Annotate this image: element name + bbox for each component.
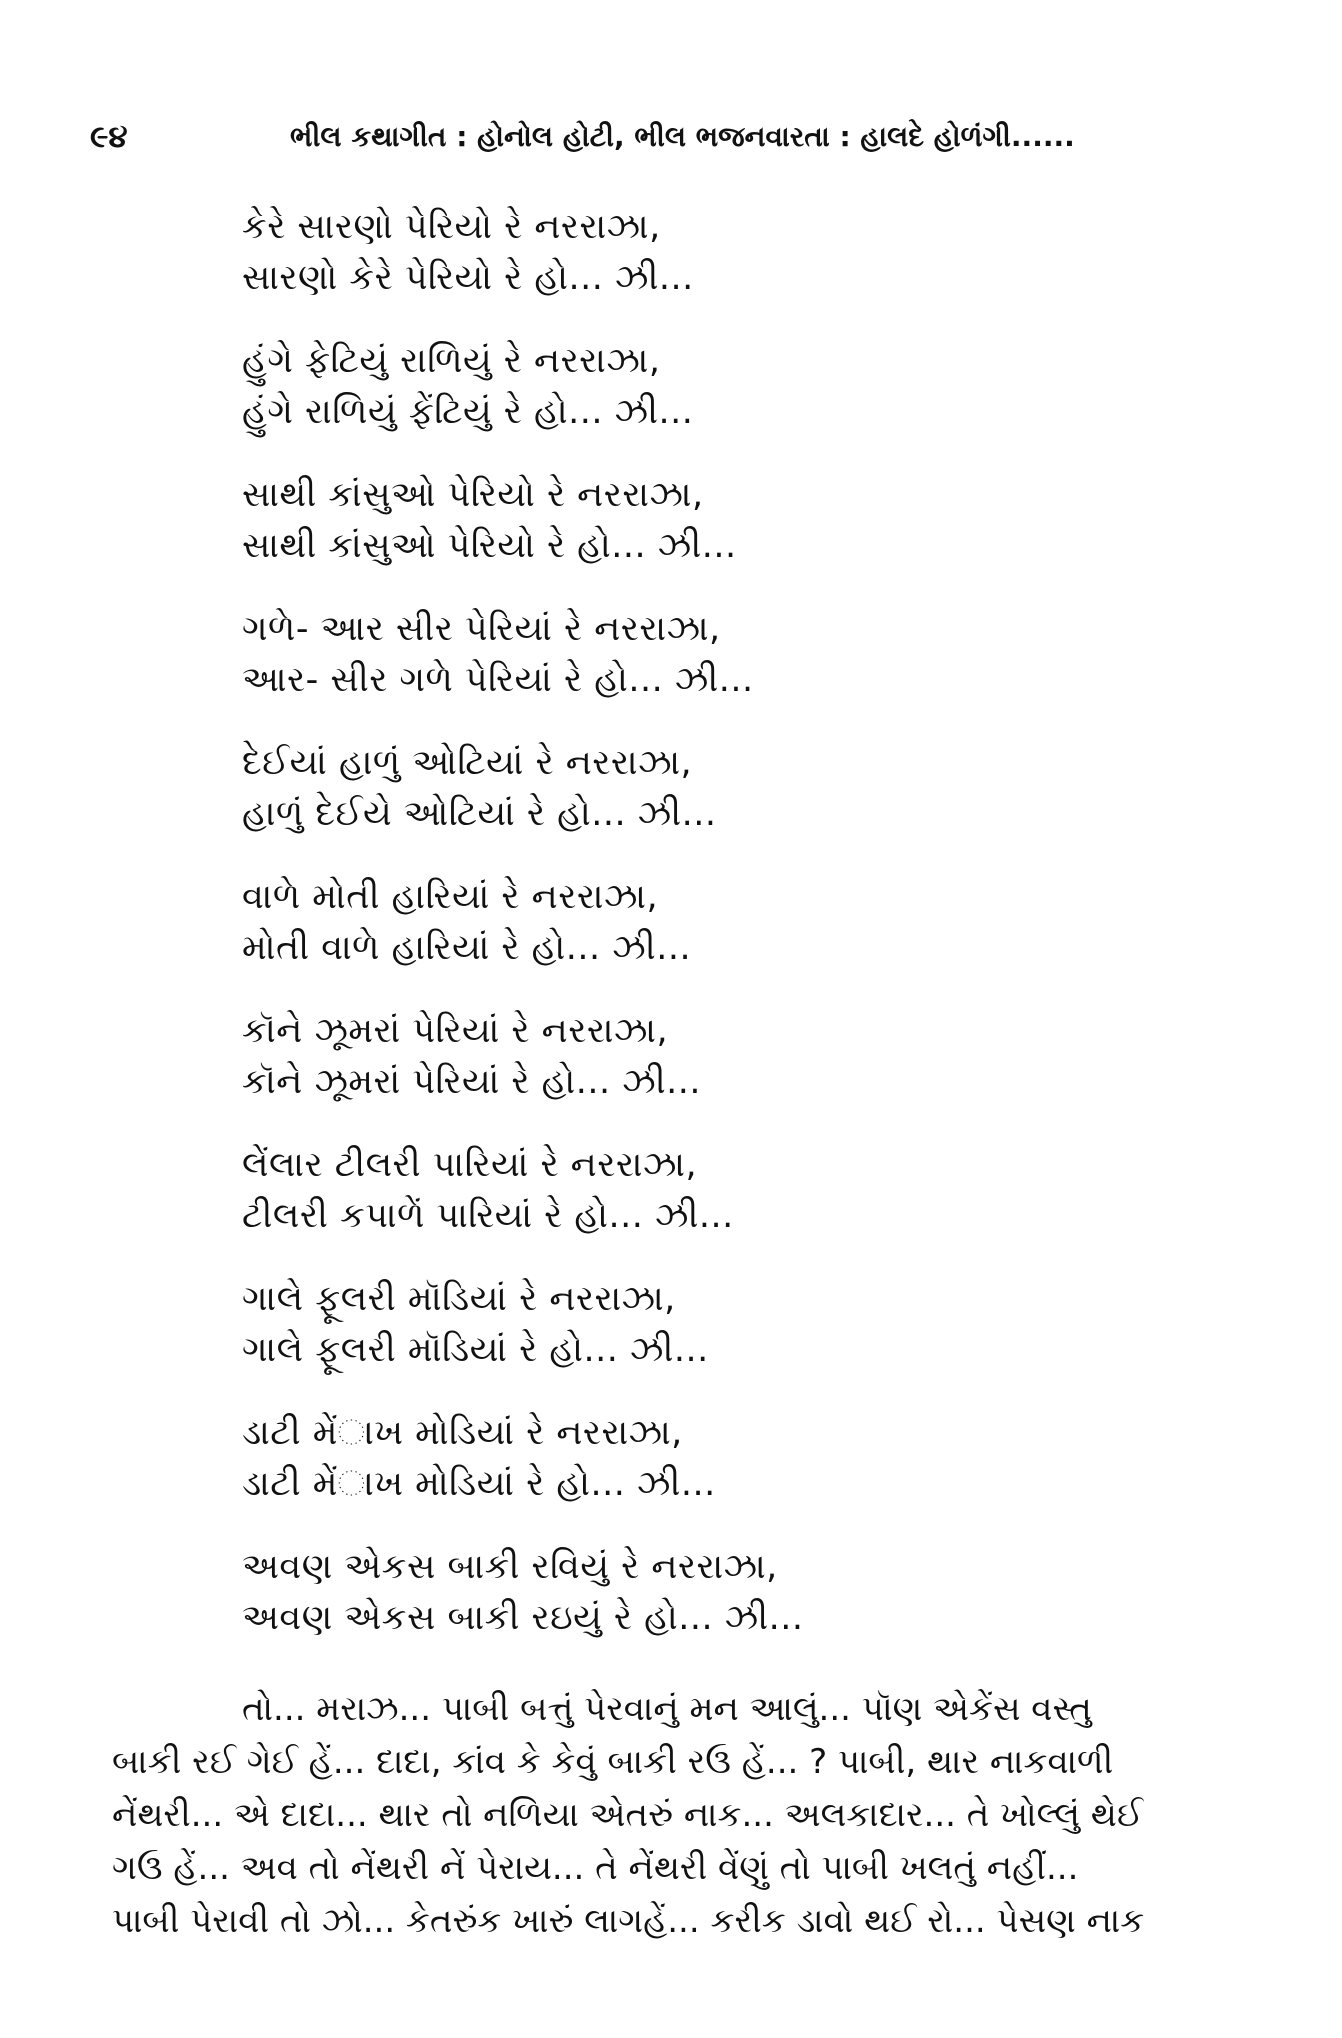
prose-line: બાકી રઈ ગેઈ હેં... દાદા, કાંવ કે કેવું બાકી રઉ હેં... ? પાબી, થાર નાકવાળી xyxy=(112,1742,1114,1782)
stanza-9 xyxy=(242,1274,1242,1376)
stanza-10 xyxy=(242,1408,1242,1510)
verse-line: ગળે- આર સીર પેરિયાં રે નરરાઝા, xyxy=(242,609,721,649)
verse-line: ગાલે ફૂલરી મૉડિયાં રે નરરાઝા, xyxy=(242,1279,676,1319)
verse-line: અવણ એકસ બાકી રવિયું રે નરરાઝા, xyxy=(242,1547,778,1587)
verse-line: ડાટી મેંાખ મોડિયાં રે નરરાઝા, xyxy=(242,1413,683,1453)
stanza-4 xyxy=(242,604,1242,706)
verse-line: દેઈયાં હાળું ઓટિયાં રે નરરાઝા, xyxy=(242,743,693,783)
verse-line: કૉને ઝૂમરાં પેરિયાં રે નરરાઝા, xyxy=(242,1011,669,1051)
verse-line: ડાટી મેંાખ મોડિયાં રે હો... ઝી... xyxy=(242,1464,716,1504)
page-number: ૯૪ xyxy=(90,119,128,155)
stanza-3 xyxy=(242,470,1242,572)
verse-line: હુંગે રાળિયું ફેંટિયું રે હો... ઝી... xyxy=(242,392,694,432)
verse-line: વાળે મોતી હારિયાં રે નરરાઝા, xyxy=(242,877,659,917)
prose-paragraph xyxy=(112,1683,1262,1948)
verse-line: હુંગે ફેટિયું રાળિયું રે નરરાઝા, xyxy=(242,341,661,381)
verse-line: લેંલાર ટીલરી પારિયાં રે નરરાઝા, xyxy=(242,1145,698,1185)
verse-line: કેરે સારણો પેરિયો રે નરરાઝા, xyxy=(242,207,661,247)
stanza-8 xyxy=(242,1140,1242,1242)
page-header xyxy=(90,112,1250,162)
song-verses xyxy=(242,202,1242,1676)
stanza-11 xyxy=(242,1542,1242,1644)
verse-line: ટીલરી કપાળેં પારિયાં રે હો... ઝી... xyxy=(242,1196,734,1236)
running-title: ભીલ કથાગીત : હોનોલ હોટી, ભીલ ભજનવારતા : હાલદે હોળંગી...... xyxy=(290,120,1075,153)
verse-line: અવણ એકસ બાકી રઇયું રે હો... ઝી... xyxy=(242,1598,804,1638)
verse-line: મોતી વાળે હારિયાં રે હો... ઝી... xyxy=(242,928,692,968)
prose-line: તો... મરાઝ... પાબી બત્તું પેરવાનું મન આલું... પૉણ એકેંસ વસ્તુ xyxy=(242,1689,1092,1729)
prose-line: નેંથરી... એ દાદા... થાર તો નળિયા એતરું નાક... અલકાદાર... તે ખોલ્લું થેઈ xyxy=(112,1795,1144,1835)
verse-line: હાળું દેઈયે ઓટિયાં રે હો... ઝી... xyxy=(242,794,717,834)
stanza-5 xyxy=(242,738,1242,840)
verse-line: આર- સીર ગળે પેરિયાં રે હો... ઝી... xyxy=(242,660,754,700)
stanza-6 xyxy=(242,872,1242,974)
stanza-1 xyxy=(242,202,1242,304)
verse-line: ગાલે ફૂલરી મૉડિયાં રે હો... ઝી... xyxy=(242,1330,709,1370)
stanza-7 xyxy=(242,1006,1242,1108)
stanza-2 xyxy=(242,336,1242,438)
verse-line: સાથી કાંસુઓ પેરિયો રે નરરાઝા, xyxy=(242,475,704,515)
prose-line: ગઉ હેં... અવ તો નેંથરી નેં પેરાય... તે નેંથરી વેંણું તો પાબી ખલતું નહીં... xyxy=(112,1848,1079,1888)
verse-line: સાથી કાંસુઓ પેરિયો રે હો... ઝી... xyxy=(242,526,737,566)
verse-line: સારણો કેરે પેરિયો રે હો... ઝી... xyxy=(242,258,694,298)
verse-line: કૉને ઝૂમરાં પેરિયાં રે હો... ઝી... xyxy=(242,1062,702,1102)
prose-line: પાબી પેરાવી તો ઝો... કેતરુંક ખારું લાગહેં... કરીક ડાવો થઈ રો... પેસણ નાક xyxy=(112,1901,1145,1941)
